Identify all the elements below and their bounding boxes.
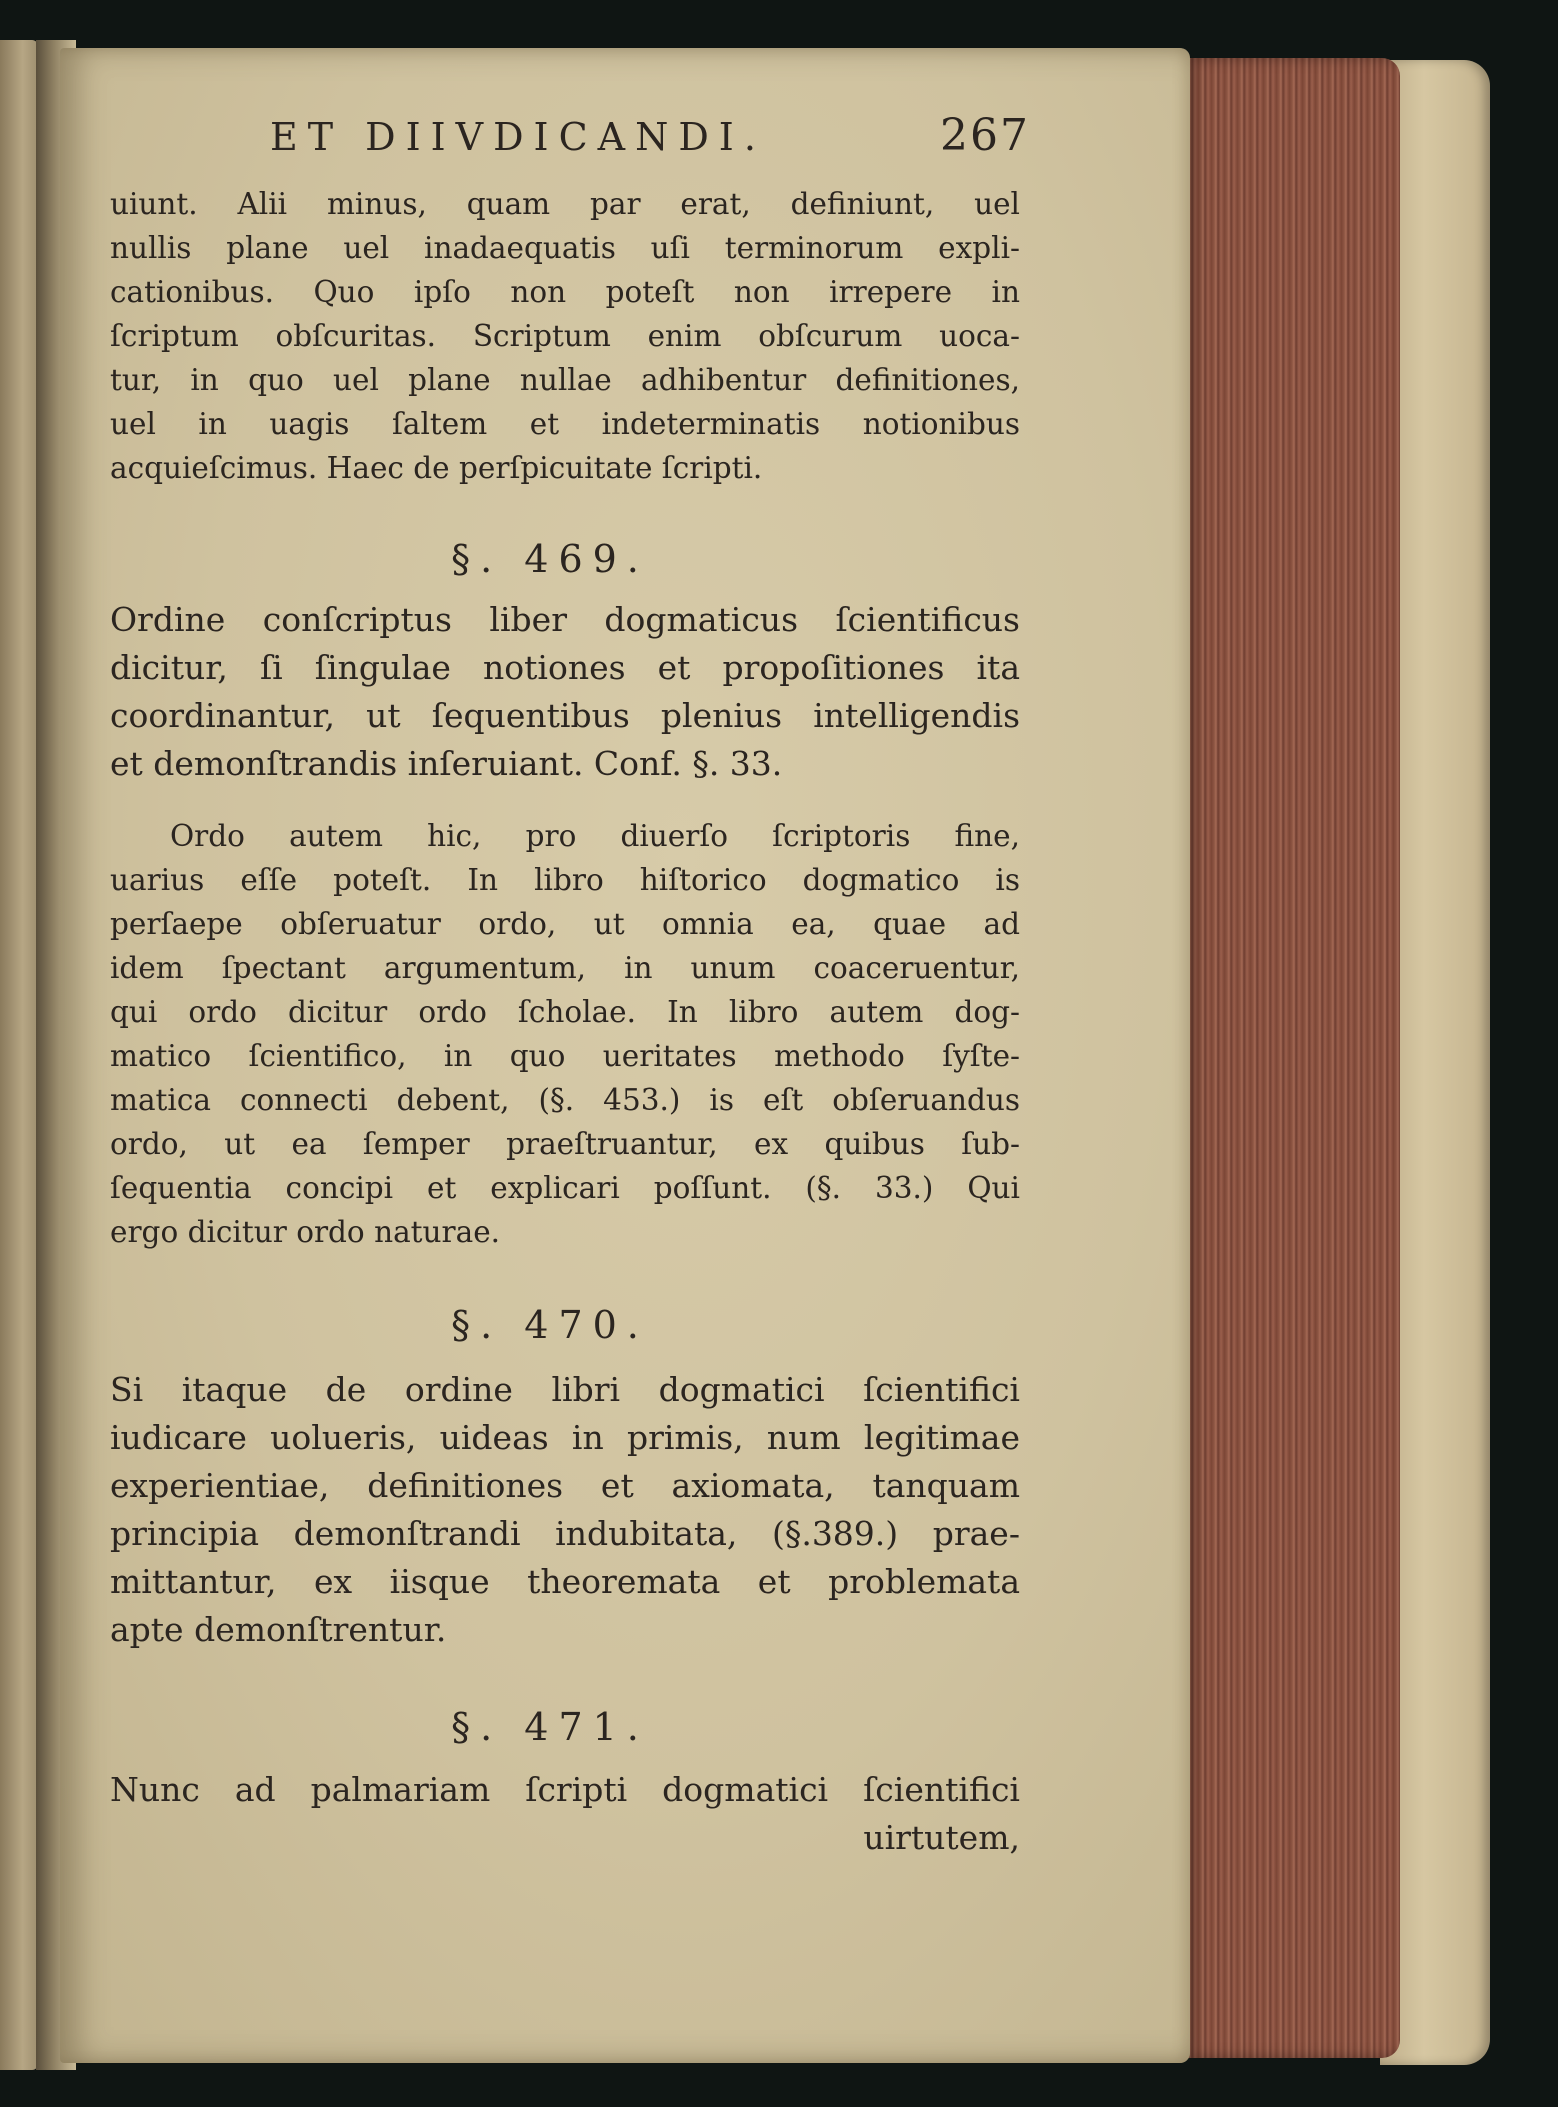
- text-line: iudicare uolueris, uideas in primis, num legitimae: [110, 1418, 1020, 1457]
- text-line: perſaepe obſeruatur ordo, ut omnia ea, quae ad: [110, 907, 1020, 941]
- text-line: qui ordo dicitur ordo ſcholae. In libro autem dog-: [110, 995, 1020, 1029]
- text-line: Nunc ad palmariam ſcripti dogmatici ſcientifici: [110, 1770, 1020, 1809]
- running-head: [270, 110, 1030, 170]
- text-line: cationibus. Quo ipſo non poteſt non irrepere in: [110, 275, 1020, 309]
- section-469-body: [110, 596, 1020, 788]
- text-line: uarius eſſe poteſt. In libro hiſtorico dogmatico is: [110, 863, 1020, 897]
- section-heading-471: §. 471.: [451, 1705, 649, 1749]
- text-line: matico ſcientifico, in quo ueritates methodo ſyſte-: [110, 1039, 1020, 1073]
- text-line: matica connecti debent, (§. 453.) is eſt obſeruandus: [110, 1083, 1020, 1117]
- text-line: uirtutem,: [863, 1818, 1020, 1857]
- text-line: principia demonſtrandi indubitata, (§.389.) prae-: [110, 1514, 1020, 1553]
- text-line: dicitur, ſi ſingulae notiones et propoſitiones ita: [110, 648, 1020, 687]
- text-line: Ordo autem hic, pro diuerſo ſcriptoris fine,: [170, 819, 1020, 853]
- page-number: 267: [940, 110, 1030, 161]
- text-line: acquieſcimus. Haec de perſpicuitate ſcripti.: [110, 451, 763, 485]
- text-line: Ordine conſcriptus liber dogmaticus ſcientificus: [110, 600, 1020, 639]
- text-line: mittantur, ex iisque theoremata et problemata: [110, 1562, 1020, 1601]
- section-heading-470: §. 470.: [451, 1303, 649, 1347]
- text-line: Si itaque de ordine libri dogmatici ſcientifici: [110, 1370, 1020, 1409]
- text-line: nullis plane uel inadaequatis uſi terminorum expli-: [110, 231, 1020, 265]
- text-line: ſequentia concipi et explicari poſſunt. (§. 33.) Qui: [110, 1171, 1020, 1205]
- paragraph-continued: [110, 182, 1020, 490]
- text-line: uiunt. Alii minus, quam par erat, definiunt, uel: [110, 187, 1020, 221]
- text-line: ergo dicitur ordo naturae.: [110, 1215, 501, 1249]
- text-line: tur, in quo uel plane nullae adhibentur definitiones,: [110, 363, 1020, 397]
- section-heading-469: §. 469.: [451, 537, 649, 581]
- text-line: coordinantur, ut ſequentibus plenius intelligendis: [110, 696, 1020, 735]
- text-line: ordo, ut ea ſemper praeſtruantur, ex quibus ſub-: [110, 1127, 1020, 1161]
- previous-page-edge: [0, 40, 38, 2070]
- text-line: uel in uagis ſaltem et indeterminatis notionibus: [110, 407, 1020, 441]
- text-line: experientiae, definitiones et axiomata, tanquam: [110, 1466, 1020, 1505]
- section-469-note: [110, 814, 1020, 1254]
- page-fore-edge: [1185, 58, 1400, 2058]
- text-line: ſcriptum obſcuritas. Scriptum enim obſcurum uoca-: [110, 319, 1020, 353]
- page-text-block: [110, 110, 1030, 1862]
- text-line: idem ſpectant argumentum, in unum coaceruentur,: [110, 951, 1020, 985]
- text-line: apte demonſtrentur.: [110, 1610, 447, 1649]
- running-head-title: ET DIIVDICANDI.: [270, 115, 766, 159]
- text-line: et demonſtrandis inſeruiant. Conf. §. 33.: [110, 744, 783, 783]
- section-471-body: [110, 1766, 1020, 1862]
- section-470-body: [110, 1366, 1020, 1654]
